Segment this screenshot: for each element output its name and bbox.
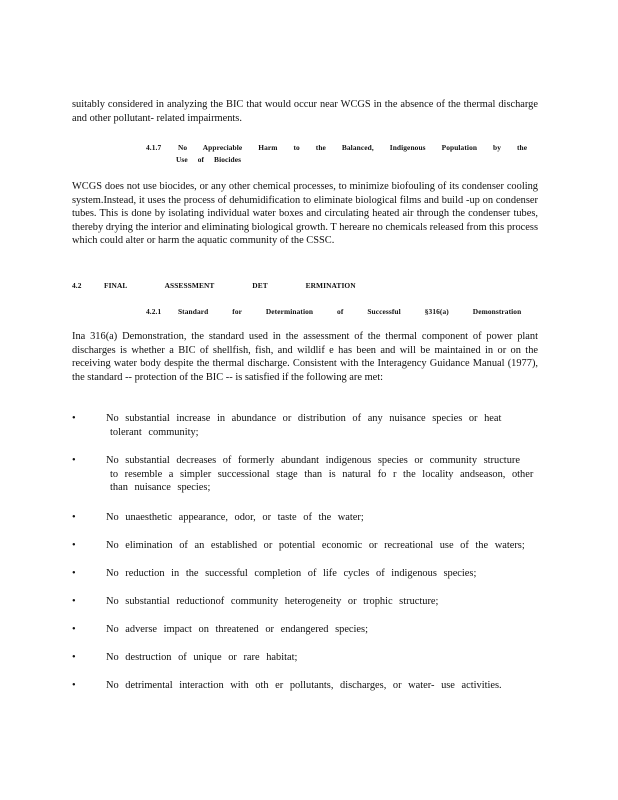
list-item-text: No detrimental interaction with oth er pollutants, discharges, or water- use activities. [106,680,502,691]
list-item [72,412,538,439]
bullet-icon: • [72,540,76,551]
list-item [72,539,538,553]
list-item [72,679,538,693]
list-item [72,567,538,581]
section-title: Standard for Determination of Successful §316(a) Demonstration [177,307,522,316]
bullet-icon: • [72,680,76,691]
list-item [72,651,538,665]
list-item [72,511,538,525]
list-item-text: No destruction of unique or rare habitat; [106,652,298,663]
bullet-icon: • [72,624,76,635]
list-item-text: No reduction in the successful completion of life cycles of indigenous species; [106,568,477,579]
biocides-paragraph: WCGS does not use biocides, or any other chemical processes, to minimize biofouling of its condenser cooling system.Instead, it uses the process of dehumidification to eliminate biological films and build -up on condenser tubes. This is done by isolating individual water boxes and circulating heated air through the condenser tubes, thereby drying the interior and eliminating biological growth. T hereare no chemicals released from this process which could alter or harm the aquatic community of the CSSC. [72,181,538,247]
list-item-text: No substantial increase in abundance or distribution of any nuisance species or heat [106,413,502,424]
list-item-text: No substantial decreases of formerly abundant indigenous species or community structure [106,455,520,466]
section-title-continued: Use of Biocides [176,155,242,164]
section-number: 4.2.1 [146,307,162,316]
bullet-icon: • [72,512,76,523]
section-title: No Appreciable Harm to the Balanced, Indigenous Population by the [177,143,528,152]
bullet-icon: • [72,652,76,663]
section-title: FINAL ASSESSMENT DET ERMINATION [103,281,356,290]
list-item [72,595,538,609]
section-heading-4-1-7 [146,142,536,166]
section-number: 4.1.7 [146,143,162,152]
list-item-text-continued: tolerant community; [110,426,199,438]
list-item [72,623,538,637]
demonstration-paragraph: Ina 316(a) Demonstration, the standard used in the assessment of the thermal component of power plant discharges is whether a BIC of shellfish, fish, and wildlif e has been and will be maintained in or on the receiving water body despite the thermal discharge. Consistent with the Interagency Guidance Manual (1977), the standard -- protection of the BIC -- is satisfied if the following are met: [72,331,538,383]
list-item-text: No unaesthetic appearance, odor, or taste of the water; [106,512,364,523]
list-item-text-continued: to resemble a simpler successional stage than is natural fo r the locality andseason, other [110,468,534,480]
list-item-text-continued: than nuisance species; [110,482,211,494]
intro-paragraph: suitably considered in analyzing the BIC that would occur near WCGS in the absence of the thermal discharge and other pollutant- related impairments. [72,99,538,124]
bullet-icon: • [72,596,76,607]
bullet-icon: • [72,413,76,424]
section-number: 4.2 [72,281,82,290]
list-item [72,454,538,495]
list-item-text: No adverse impact on threatened or endangered species; [106,624,368,635]
section-heading-4-2-1 [146,306,536,318]
list-item-text: No substantial reductionof community heterogeneity or trophic structure; [106,596,439,607]
bullet-icon: • [72,455,76,466]
list-item-text: No elimination of an established or potential economic or recreational use of the waters; [106,540,525,551]
section-heading-4-2 [72,280,472,292]
bullet-icon: • [72,568,76,579]
